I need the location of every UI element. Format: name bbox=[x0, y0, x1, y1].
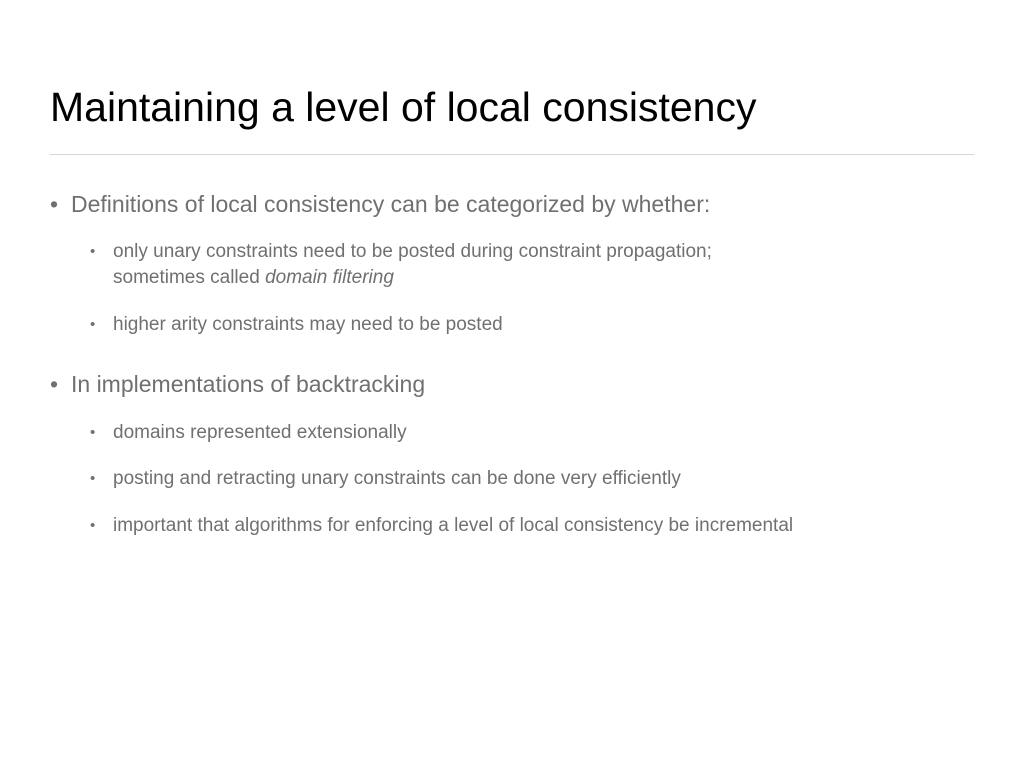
bullet-icon: • bbox=[50, 191, 59, 217]
bullet-text: Definitions of local consistency can be categorized by whether: bbox=[71, 191, 711, 217]
emphasis-term: domain filtering bbox=[265, 267, 394, 288]
sub-bullet-text: posting and retracting unary constraints can be done very efficiently bbox=[113, 468, 681, 489]
slide-title: Maintaining a level of local consistency bbox=[50, 84, 757, 130]
bullet-text: In implementations of backtracking bbox=[71, 371, 426, 397]
sub-bullet-text-prefix: sometimes called bbox=[113, 267, 266, 288]
sub-bullet-text: higher arity constraints may need to be posted bbox=[113, 314, 503, 335]
sub-bullet-icon: • bbox=[90, 243, 96, 260]
bullet-icon: • bbox=[50, 371, 59, 397]
sub-bullet-text-continuation bbox=[113, 265, 394, 291]
sub-bullet-icon: • bbox=[90, 470, 96, 487]
sub-bullet-icon: • bbox=[90, 316, 96, 333]
sub-bullet-icon: • bbox=[90, 424, 96, 441]
sub-bullet-text: important that algorithms for enforcing a level of local consistency be incremental bbox=[113, 515, 794, 536]
sub-bullet-icon: • bbox=[90, 517, 96, 534]
sub-bullet-text: only unary constraints need to be posted during constraint propagation; bbox=[113, 241, 712, 262]
sub-bullet-text: domains represented extensionally bbox=[113, 422, 407, 443]
title-divider bbox=[50, 154, 974, 155]
